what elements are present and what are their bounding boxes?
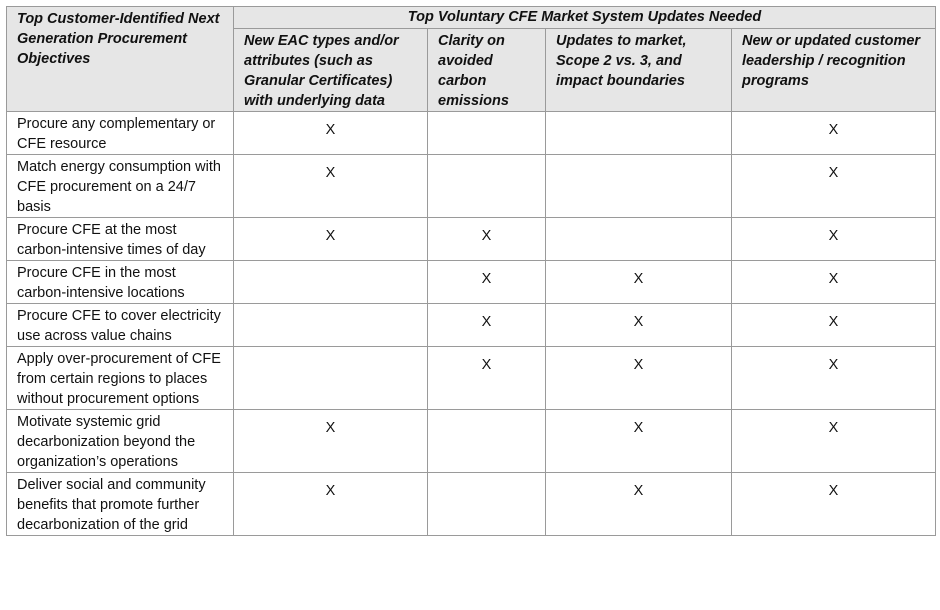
objectives-header: Top Customer-Identified Next Generation Procurement Objectives <box>7 7 234 112</box>
objective-cell: Procure CFE at the most carbon-intensive times of day <box>7 218 234 261</box>
mark-cell: X <box>732 304 936 347</box>
procurement-objectives-table <box>6 6 936 536</box>
mark-cell: X <box>732 473 936 536</box>
table-row <box>7 261 936 304</box>
mark-cell: X <box>732 261 936 304</box>
mark-cell <box>428 410 546 473</box>
mark-cell: X <box>546 473 732 536</box>
mark-cell <box>234 304 428 347</box>
mark-cell: X <box>732 347 936 410</box>
table-row <box>7 155 936 218</box>
objective-cell: Deliver social and community benefits that promote further decarbonization of the grid <box>7 473 234 536</box>
mark-cell: X <box>234 155 428 218</box>
mark-cell: X <box>234 410 428 473</box>
mark-cell: X <box>732 155 936 218</box>
objective-cell: Match energy consumption with CFE procurement on a 24/7 basis <box>7 155 234 218</box>
mark-cell: X <box>428 218 546 261</box>
mark-cell <box>546 112 732 155</box>
mark-cell: X <box>732 218 936 261</box>
table-row <box>7 304 936 347</box>
mark-cell: X <box>234 112 428 155</box>
objective-cell: Apply over-procurement of CFE from certain regions to places without procurement options <box>7 347 234 410</box>
mark-cell <box>428 473 546 536</box>
mark-cell: X <box>732 410 936 473</box>
mark-cell: X <box>732 112 936 155</box>
mark-cell: X <box>428 347 546 410</box>
column-header-eac-types: New EAC types and/or attributes (such as Granular Certificates) with underlying data <box>234 29 428 112</box>
objective-cell: Procure CFE to cover electricity use across value chains <box>7 304 234 347</box>
table-row <box>7 218 936 261</box>
mark-cell: X <box>234 218 428 261</box>
table-row <box>7 473 936 536</box>
mark-cell: X <box>234 473 428 536</box>
objective-cell: Procure any complementary or CFE resource <box>7 112 234 155</box>
mark-cell <box>546 155 732 218</box>
mark-cell <box>428 112 546 155</box>
mark-cell: X <box>546 347 732 410</box>
mark-cell: X <box>546 304 732 347</box>
table-row <box>7 112 936 155</box>
mark-cell <box>428 155 546 218</box>
mark-cell: X <box>428 304 546 347</box>
mark-cell <box>546 218 732 261</box>
column-header-market-boundaries: Updates to market, Scope 2 vs. 3, and impact boundaries <box>546 29 732 112</box>
objective-cell: Procure CFE in the most carbon-intensive locations <box>7 261 234 304</box>
mark-cell: X <box>546 261 732 304</box>
mark-cell <box>234 261 428 304</box>
objective-cell: Motivate systemic grid decarbonization beyond the organization’s operations <box>7 410 234 473</box>
mark-cell: X <box>546 410 732 473</box>
column-header-avoided-emissions: Clarity on avoided carbon emissions <box>428 29 546 112</box>
column-header-leadership-programs: New or updated customer leadership / recognition programs <box>732 29 936 112</box>
table-row <box>7 347 936 410</box>
updates-group-header: Top Voluntary CFE Market System Updates Needed <box>234 7 936 29</box>
mark-cell <box>234 347 428 410</box>
table-row <box>7 410 936 473</box>
mark-cell: X <box>428 261 546 304</box>
